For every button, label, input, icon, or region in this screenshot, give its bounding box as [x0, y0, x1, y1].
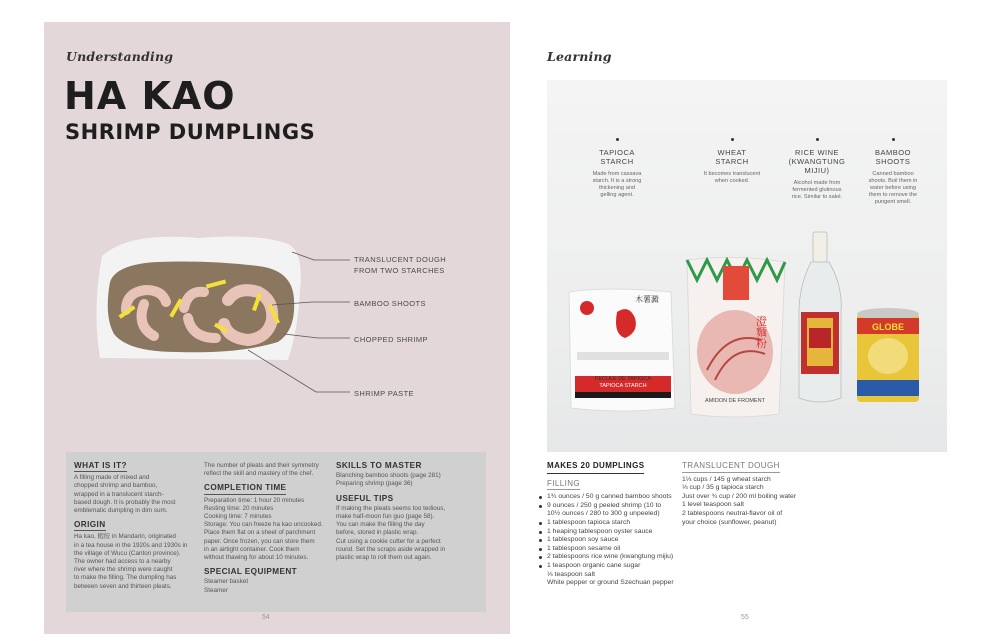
info-column-1	[74, 462, 202, 597]
ingredient-desc: Made from cassava starch. It is a strong thickening and gelling agent.	[592, 171, 642, 198]
rice-wine-bottle	[799, 232, 841, 402]
dough-item: Just over ¾ cup / 200 ml boiling water	[682, 492, 797, 500]
callout-shrimp-paste: SHRIMP PASTE	[354, 389, 414, 398]
special-equipment-text: Steamer basket Steamer	[204, 578, 249, 594]
wheat-chinese-text: 澄麵粉	[754, 315, 768, 349]
info-column-3	[336, 462, 482, 568]
completion-time-text: Preparation time: 1 hour 20 minutes Resting time: 20 minutes Cooking time: 7 minutes Storage: You can freeze ha kao uncooked. Place them flat on a sheet of parchment paper. Once frozen, you can store them in an airtight container. Cook them without thawing for about 10 minutes.	[204, 496, 323, 562]
dough-heading: TRANSLUCENT DOUGH	[682, 462, 780, 473]
filling-item: 2 tablespoons rice wine (kwangtung mijiu)	[547, 553, 692, 562]
filling-item: 1 tablespoon sesame oil	[547, 545, 692, 554]
filling-heading: FILLING	[547, 480, 580, 491]
filling-item: 9 ounces / 250 g peeled shrimp (10 to	[547, 502, 692, 511]
recipe-dough-column	[682, 462, 822, 527]
skills-text: Blanching bamboo shoots (page 281) Preparing shrimp (page 36)	[336, 472, 441, 488]
useful-tips-heading: USEFUL TIPS	[336, 493, 394, 503]
callout-dough-line-2: FROM TWO STARCHES	[354, 266, 445, 275]
ingredients-photo	[547, 80, 947, 452]
what-is-it-heading: WHAT IS IT?	[74, 462, 127, 472]
wheat-french-text: AMIDON DE FROMENT	[705, 398, 765, 404]
page-number-right: 55	[741, 614, 749, 621]
filling-item: 1 tablespoon soy sauce	[547, 536, 692, 545]
ingredient-desc: Canned bamboo shoots. Boil them in water before using them to remove the pungent smell.	[868, 171, 918, 205]
skills-heading: SKILLS TO MASTER	[336, 461, 422, 470]
origin-heading: ORIGIN	[74, 521, 106, 531]
recipe-yield-heading: MAKES 20 DUMPLINGS	[547, 462, 644, 474]
completion-time-heading: COMPLETION TIME	[204, 484, 286, 494]
callout-chopped-shrimp: CHOPPED SHRIMP	[354, 335, 428, 344]
products-illustration	[547, 80, 947, 452]
tapioca-english-text: TAPIOCA STARCH	[599, 383, 647, 389]
pleats-text: The number of pleats and their symmetry reflect the skill and mastery of the chef.	[204, 462, 319, 478]
filling-item: 1 teaspoon organic cane sugar	[547, 562, 692, 571]
filling-item: 1 heaping tablespoon oyster sauce	[547, 528, 692, 537]
dumpling-diagram	[88, 230, 508, 400]
filling-item: ⅓ teaspoon salt	[547, 570, 595, 578]
info-column-2	[204, 462, 340, 601]
filling-item: White pepper or ground Szechuan pepper	[547, 579, 674, 587]
page-number-left: 54	[262, 614, 270, 621]
info-box	[66, 452, 486, 612]
tapioca-starch-bag	[569, 289, 675, 411]
origin-text: Ha kao, 蝦餃 in Mandarin, originated in a tea house in the 1920s and 1930s in the village of Wucu (Canton province). The owner had access to a nearby river where the shrimp were caught to make the filling. The dumpling has between seven and thirteen pleats.	[74, 533, 188, 590]
ingredient-label-wheat: WHEAT STARCH It becomes translucent when cooked.	[693, 138, 771, 185]
globe-brand: GLOBE	[871, 322, 905, 332]
wheat-starch-bag	[687, 257, 785, 417]
section-label-understanding: Understanding	[66, 49, 174, 64]
ingredient-label-tapioca: TAPIOCA STARCH Made from cassava starch. It is a strong thickening and gelling agent.	[585, 138, 649, 199]
dough-item: your choice (sunflower, peanut)	[682, 518, 777, 526]
ingredient-label-rice-wine: RICE WINE (KWANGTUNG MIJIU) Alcohol made from fermented glutinous rice. Similar to saké.	[781, 138, 853, 201]
ingredient-label-bamboo: BAMBOO SHOOTS Canned bamboo shoots. Boil them in water before using them to remove the pungent smell.	[861, 138, 925, 206]
what-is-it-text: A filling made of mixed and chopped shrimp and bamboo, wrapped in a translucent starch- based dough. It is probably the most emblematic dumpling in dim sum.	[74, 474, 176, 515]
filling-item: 1 tablespoon tapioca starch	[547, 519, 692, 528]
filling-item: 10½ ounces / 280 to 300 g unpeeled)	[547, 510, 660, 518]
page-subtitle: SHRIMP DUMPLINGS	[65, 120, 316, 144]
left-page	[44, 22, 510, 634]
useful-tips-text: If making the pleats seems too tedious, make half-moon fun guo (page 58). You can make the filling the day before, stored in plastic wrap. Cut using a cookie cutter for a perfect round. Set the scraps aside wrapped in plastic wrap to roll them out again.	[336, 504, 446, 562]
filling-item: 1¾ ounces / 50 g canned bamboo shoots	[547, 493, 692, 502]
special-equipment-heading: SPECIAL EQUIPMENT	[204, 567, 298, 577]
page-title: HA KAO	[64, 74, 236, 118]
dough-item: 1⅓ cups / 145 g wheat starch	[682, 475, 771, 483]
tapioca-french-text: FECULE DE TAPIOCA	[594, 376, 652, 382]
recipe-filling-column	[547, 462, 692, 588]
dough-item: 2 tablespoons neutral-flavor oil of	[682, 509, 783, 517]
callout-translucent-dough	[354, 254, 446, 276]
section-label-learning: Learning	[547, 49, 612, 64]
ingredient-desc: It becomes translucent when cooked.	[703, 171, 761, 184]
dough-item: ⅓ cup / 35 g tapioca starch	[682, 484, 764, 492]
callout-dough-line-1: TRANSLUCENT DOUGH	[354, 255, 447, 264]
ingredient-desc: Alcohol made from fermented glutinous rice. Similar to saké.	[791, 180, 843, 200]
dough-item: 1 level teaspoon salt	[682, 501, 744, 509]
callout-bamboo-shoots: BAMBOO SHOOTS	[354, 299, 426, 308]
tapioca-chinese-text: 木薯澱	[635, 295, 659, 304]
